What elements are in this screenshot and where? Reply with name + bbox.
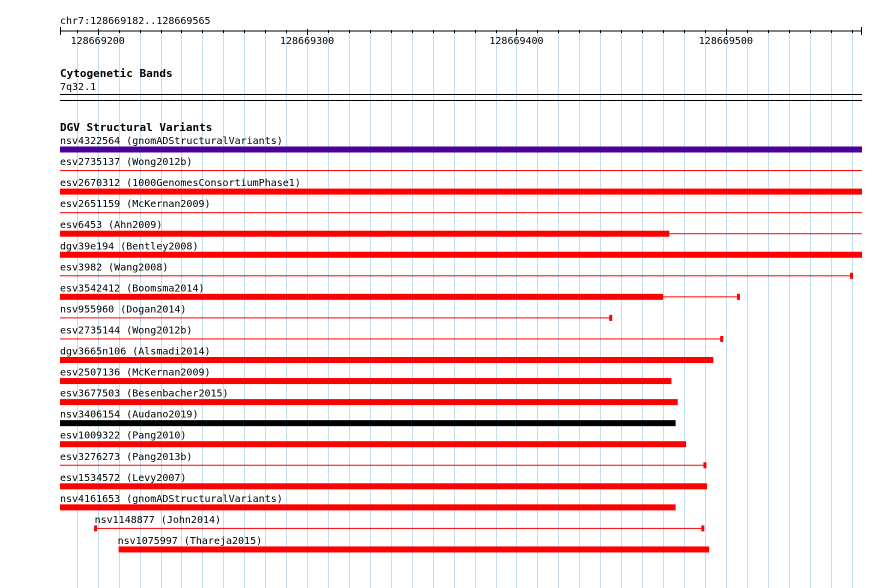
variant-end-marker	[609, 315, 612, 321]
variant-thin-line	[96, 528, 703, 529]
variant-label: esv2507136 (McKernan2009)	[60, 367, 211, 379]
variant-list	[60, 136, 862, 552]
ruler-tick-label: 128669500	[698, 36, 753, 47]
variant-end-marker	[720, 336, 723, 342]
variant-label: esv1009322 (Pang2010)	[60, 430, 187, 442]
variant-row[interactable]	[60, 199, 862, 213]
variant-thin-line	[60, 338, 722, 339]
variant-thin-line	[60, 275, 852, 276]
variant-row[interactable]	[60, 241, 862, 258]
variant-label: esv2651159 (McKernan2009)	[60, 199, 211, 211]
variant-row[interactable]	[60, 494, 676, 511]
variant-row[interactable]	[60, 431, 686, 448]
variant-label: esv1534572 (Levy2007)	[60, 472, 187, 484]
variant-row[interactable]	[60, 283, 740, 300]
variant-row[interactable]	[60, 157, 862, 171]
variant-label: esv2735144 (Wong2012b)	[60, 325, 193, 337]
variant-label: nsv1148877 (John2014)	[94, 514, 222, 526]
variant-row[interactable]	[60, 452, 706, 469]
variant-label: esv2735137 (Wong2012b)	[60, 157, 193, 169]
variant-thin-line	[60, 465, 705, 466]
variant-thin-line	[60, 212, 862, 213]
variant-thick-bar	[60, 231, 669, 237]
variant-label: esv3542412 (Boomsma2014)	[60, 283, 205, 295]
dgv-structural-variants-track	[60, 121, 862, 552]
variant-thin-line	[669, 233, 862, 234]
variant-end-marker	[701, 525, 704, 531]
ruler-tick-label: 128669400	[489, 36, 544, 47]
coordinate-ruler	[60, 16, 862, 47]
variant-label: dgv39e194 (Bentley2008)	[60, 241, 199, 253]
variant-row[interactable]	[60, 220, 862, 237]
variant-row[interactable]	[94, 515, 704, 532]
ruler-location-label: chr7:128669182..128669565	[60, 16, 211, 27]
dgv-track-title: DGV Structural Variants	[60, 121, 213, 134]
variant-thick-bar	[60, 504, 676, 510]
cytoband-band-label: 7q32.1	[60, 82, 97, 93]
ruler-ticks	[61, 27, 862, 47]
ruler-tick-label: 128669200	[70, 36, 125, 47]
variant-thick-bar	[60, 399, 678, 405]
variant-row[interactable]	[60, 473, 707, 490]
variant-thick-bar	[60, 441, 686, 447]
variant-row[interactable]	[60, 178, 862, 195]
variant-row[interactable]	[118, 536, 710, 553]
variant-label: nsv4161653 (gnomADStructuralVariants)	[60, 493, 283, 505]
variant-thick-bar	[60, 147, 862, 153]
variant-row[interactable]	[60, 389, 678, 406]
variant-label: dgv3665n106 (Alsmadi2014)	[60, 346, 211, 358]
variant-label: esv6453 (Ahn2009)	[60, 220, 163, 232]
variant-thick-bar	[60, 294, 663, 300]
cytogenetic-bands-track	[60, 67, 862, 101]
ruler-tick-label: 128669300	[279, 36, 335, 47]
variant-row[interactable]	[60, 136, 862, 153]
variant-label: nsv1075997 (Thareja2015)	[117, 535, 263, 547]
variant-label: esv2670312 (1000GenomesConsortiumPhase1)	[60, 178, 301, 190]
variant-label: esv3982 (Wang2008)	[60, 262, 169, 274]
variant-label: esv3677503 (Besenbacher2015)	[60, 388, 229, 400]
variant-thick-bar	[60, 378, 671, 384]
variant-label: esv3276273 (Pang2013b)	[60, 451, 193, 463]
variant-thin-line	[60, 170, 862, 171]
variant-label: nsv4322564 (gnomADStructuralVariants)	[60, 136, 283, 147]
variant-thick-bar	[60, 483, 707, 489]
variant-thin-line	[60, 317, 611, 318]
variant-end-marker	[850, 273, 853, 279]
variant-label: nsv955960 (Dogan2014)	[60, 304, 187, 316]
variant-end-marker	[737, 294, 740, 300]
variant-thick-bar	[60, 189, 862, 195]
variant-row[interactable]	[60, 347, 713, 364]
variant-thick-bar	[60, 252, 862, 258]
variant-end-marker	[703, 462, 706, 468]
cytoband-track-title: Cytogenetic Bands	[60, 67, 173, 80]
variant-thick-bar	[119, 546, 710, 552]
variant-start-marker	[94, 525, 97, 531]
variant-thick-bar	[60, 357, 713, 363]
variant-row[interactable]	[60, 262, 853, 279]
variant-thick-bar	[60, 420, 676, 426]
variant-thin-line	[663, 296, 738, 297]
variant-row[interactable]	[60, 304, 612, 321]
variant-row[interactable]	[60, 410, 676, 427]
variant-label: nsv3406154 (Audano2019)	[60, 409, 199, 421]
